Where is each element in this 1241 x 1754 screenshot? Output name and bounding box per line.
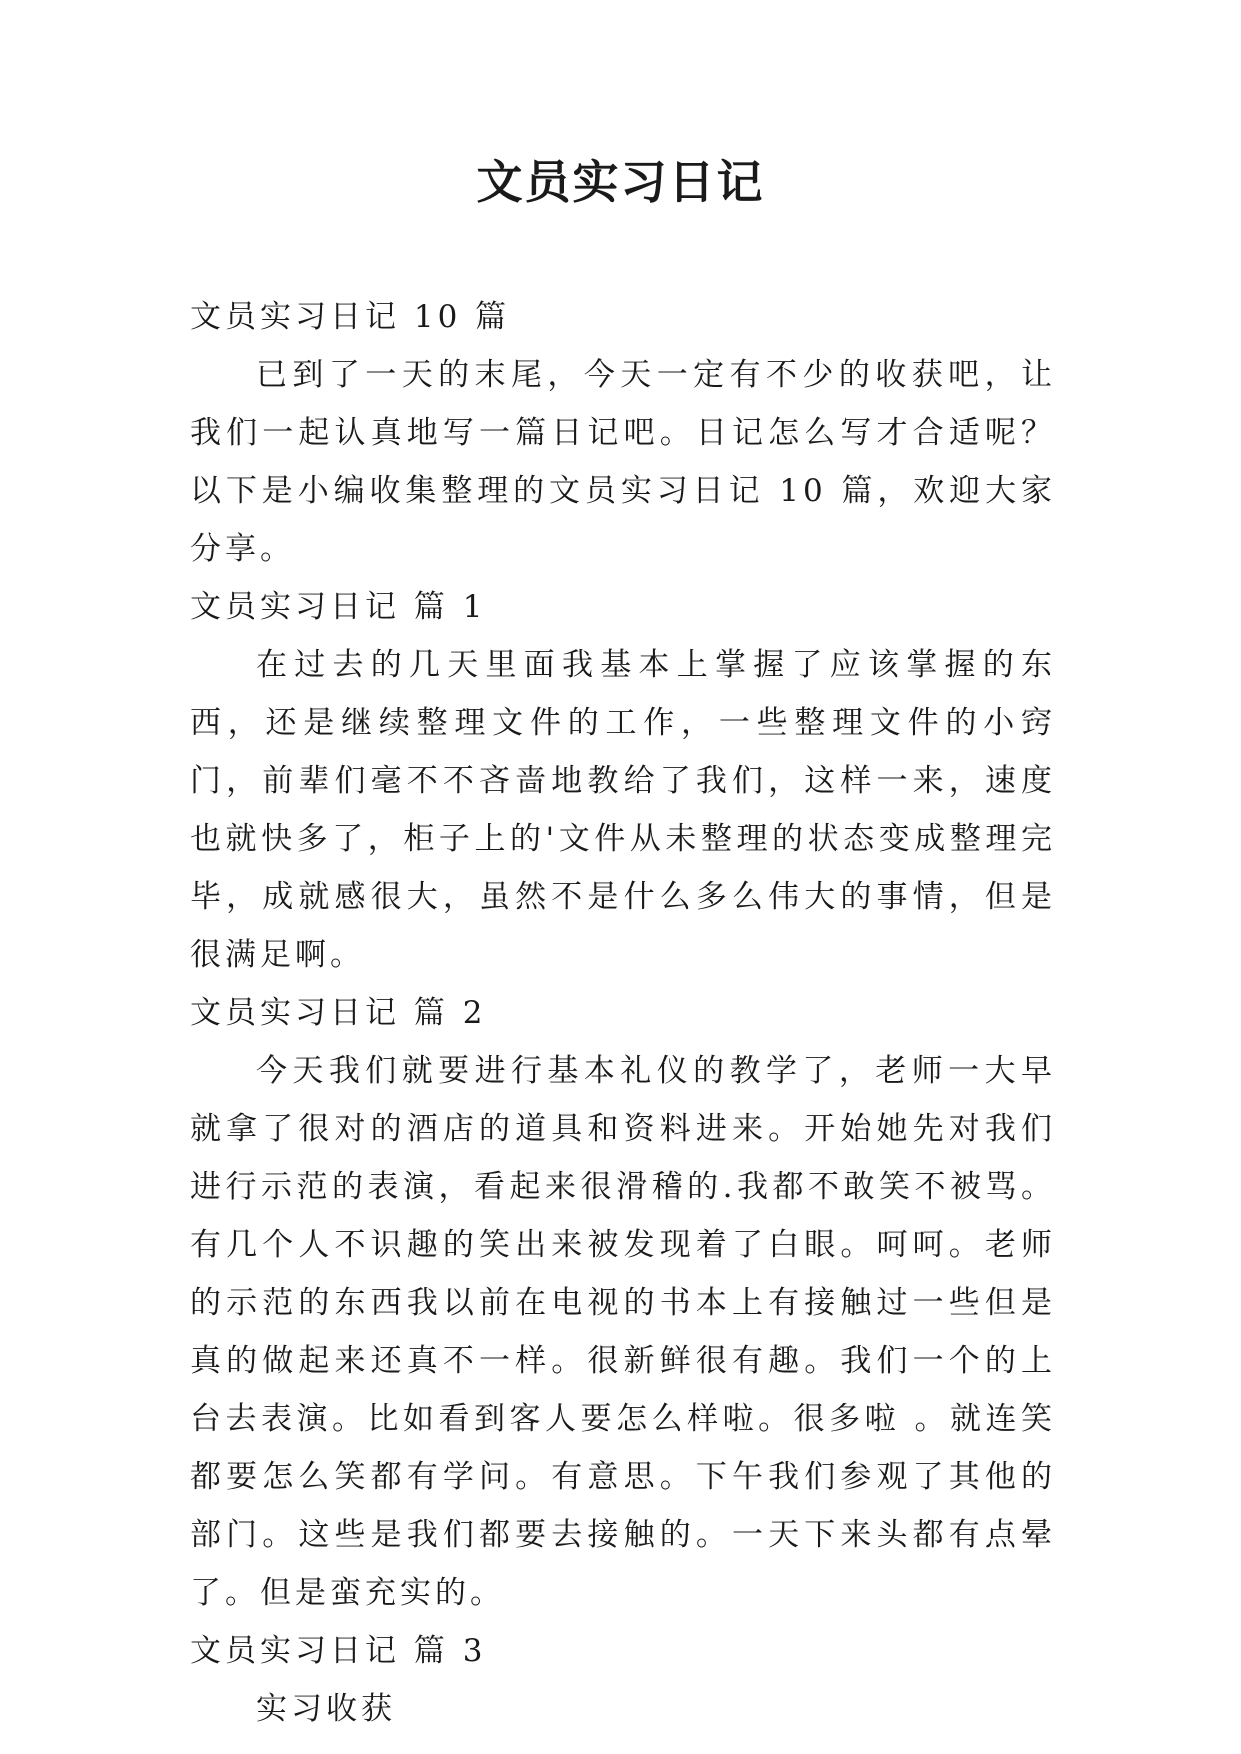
section-paragraph: 今天我们就要进行基本礼仪的教学了，老师一大早就拿了很对的酒店的道具和资料进来。开始她先对我们进行示范的表演，看起来很滑稽的.我都不敢笑不被骂。有几个人不识趣的笑出来被发现着了白眼。呵呵。老师的示范的东西我以前在电视的书本上有接触过一些但是真的做起来还真不一样。很新鲜很有趣。我们一个的上台去表演。比如看到客人要怎么样啦。很多啦 。就连笑都要怎么笑都有学问。有意思。下午我们参观了其他的部门。这些是我们都要去接触的。一天下来头都有点晕了。但是蛮充实的。	[190, 1053, 1056, 1611]
section-paragraph: 实习收获	[256, 1691, 396, 1727]
intro-paragraph: 已到了一天的末尾，今天一定有不少的收获吧，让我们一起认真地写一篇日记吧。日记怎么写才合适呢？以下是小编收集整理的文员实习日记 10 篇，欢迎大家分享。	[190, 357, 1056, 567]
document-title: 文员实习日记	[476, 155, 765, 209]
document-subtitle: 文员实习日记 10 篇	[190, 299, 511, 335]
section-paragraph: 在过去的几天里面我基本上掌握了应该掌握的东西，还是继续整理文件的工作，一些整理文件的小窍门，前辈们毫不不吝啬地教给了我们，这样一来，速度也就快多了，柜子上的'文件从未整理的状态变成整理完毕，成就感很大，虽然不是什么多么伟大的事情，但是很满足啊。	[190, 647, 1056, 973]
document-body	[190, 288, 1056, 1738]
section-heading: 文员实习日记 篇 2	[190, 995, 487, 1031]
section-heading: 文员实习日记 篇 1	[190, 589, 487, 625]
section-heading: 文员实习日记 篇 3	[190, 1633, 487, 1669]
